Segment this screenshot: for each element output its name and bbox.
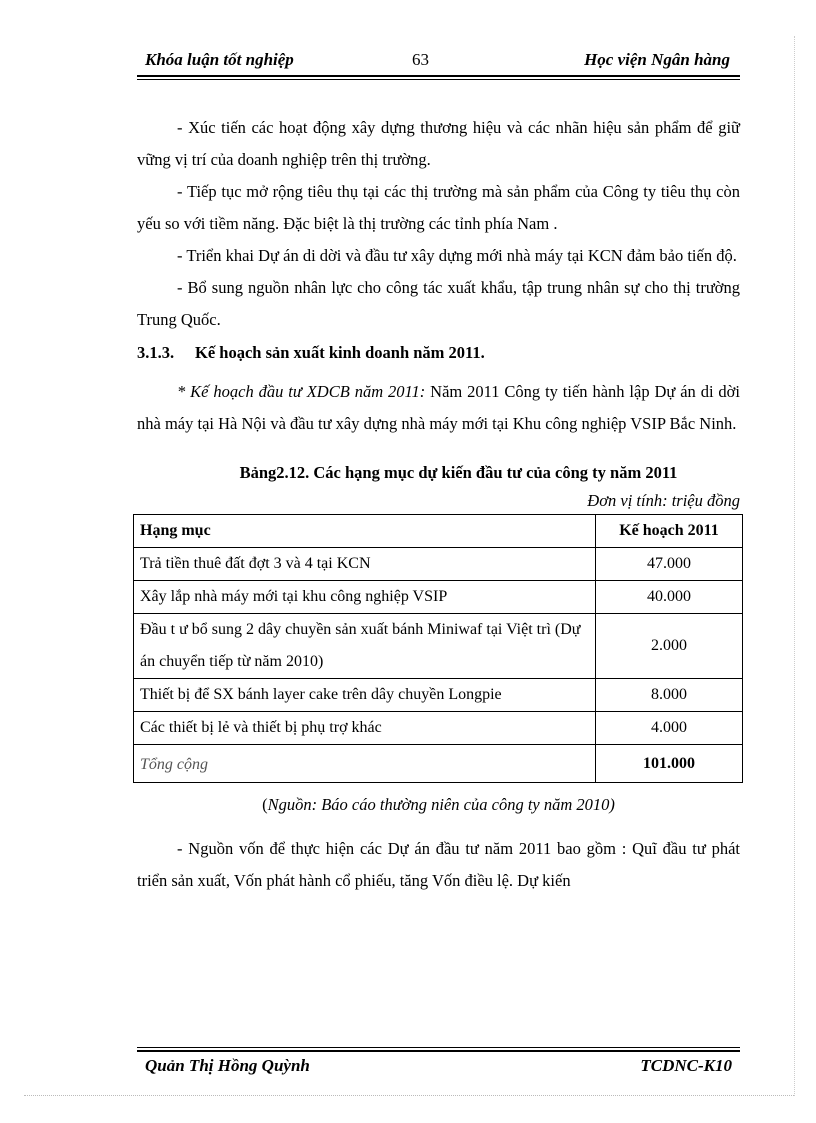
footer-rule-thick bbox=[137, 1050, 740, 1052]
footer-author: Quản Thị Hồng Quỳnh bbox=[145, 1056, 310, 1075]
page-number: 63 bbox=[412, 50, 429, 69]
paragraph-brand: - Xúc tiến các hoạt động xây dựng thương hiệu và các nhãn hiệu sản phẩm để giữ vững vị trí của doanh nghiệp trên thị trường. bbox=[137, 118, 740, 169]
section-title: Kế hoạch sản xuất kinh doanh năm 2011. bbox=[195, 343, 485, 362]
investment-lead: * Kế hoạch đầu tư XDCB năm 2011: bbox=[177, 382, 426, 401]
investment-table bbox=[133, 514, 743, 783]
table-row bbox=[134, 548, 743, 581]
table-row bbox=[134, 679, 743, 712]
section-heading bbox=[137, 336, 740, 370]
page-border-bottom bbox=[24, 1095, 794, 1096]
header-thesis-label: Khóa luận tốt nghiệp bbox=[145, 50, 294, 69]
total-label: Tổng cộng bbox=[134, 745, 596, 783]
paragraph-market: - Tiếp tục mở rộng tiêu thụ tại các thị trường mà sản phẩm của Công ty tiêu thụ còn yếu so với tiềm năng. Đặc biệt là thị trường các tỉnh phía Nam . bbox=[137, 182, 740, 233]
main-content bbox=[137, 112, 740, 897]
total-value: 101.000 bbox=[596, 745, 743, 783]
header-rule-thick bbox=[137, 75, 740, 77]
row-value: 40.000 bbox=[596, 581, 743, 614]
table-row bbox=[134, 614, 743, 679]
row-item: Thiết bị để SX bánh layer cake trên dây chuyền Longpie bbox=[134, 679, 596, 712]
table-total-row bbox=[134, 745, 743, 783]
table-unit: Đơn vị tính: triệu đồng bbox=[587, 491, 740, 510]
row-value: 2.000 bbox=[596, 614, 743, 679]
table-title: Bảng2.12. Các hạng mục dự kiến đầu tư của công ty năm 2011 bbox=[239, 463, 678, 482]
row-item: Đầu t ư bổ sung 2 dây chuyền sản xuất bánh Miniwaf tại Việt trì (Dự án chuyển tiếp từ năm 2010) bbox=[134, 614, 596, 679]
header-plan-2011: Kế hoạch 2011 bbox=[596, 515, 743, 548]
table-source bbox=[137, 791, 740, 819]
paragraph-hr: - Bổ sung nguồn nhân lực cho công tác xuất khẩu, tập trung nhân sự cho thị trường Trung Quốc. bbox=[137, 278, 740, 329]
paragraph-investment bbox=[137, 376, 740, 440]
row-value: 8.000 bbox=[596, 679, 743, 712]
paragraph-project: - Triển khai Dự án di dời và đầu tư xây dựng mới nhà máy tại KCN đảm bảo tiến độ. bbox=[177, 246, 737, 265]
row-item: Trả tiền thuê đất đợt 3 và 4 tại KCN bbox=[134, 548, 596, 581]
footer-rule-thin bbox=[137, 1047, 740, 1048]
source-open-paren: ( bbox=[262, 795, 268, 814]
table-row bbox=[134, 581, 743, 614]
page-footer bbox=[137, 1056, 740, 1078]
header-item: Hạng mục bbox=[134, 515, 596, 548]
footer-class-code: TCDNC-K10 bbox=[640, 1056, 732, 1075]
row-item: Xây lắp nhà máy mới tại khu công nghiệp VSIP bbox=[134, 581, 596, 614]
table-row bbox=[134, 712, 743, 745]
row-value: 47.000 bbox=[596, 548, 743, 581]
header-rule-thin bbox=[137, 79, 740, 80]
section-number: 3.1.3. bbox=[137, 343, 175, 362]
page-header bbox=[137, 50, 740, 72]
source-text: Nguồn: Báo cáo thường niên của công ty năm 2010) bbox=[267, 795, 615, 814]
table-header-row bbox=[134, 515, 743, 548]
header-institution: Học viện Ngân hàng bbox=[584, 50, 730, 69]
row-value: 4.000 bbox=[596, 712, 743, 745]
paragraph-funding: - Nguồn vốn để thực hiện các Dự án đầu tư năm 2011 bao gồm : Quĩ đầu tư phát triển sản xuất, Vốn phát hành cổ phiếu, tăng Vốn điều lệ. Dự kiến bbox=[137, 839, 740, 890]
row-item: Các thiết bị lẻ và thiết bị phụ trợ khác bbox=[134, 712, 596, 745]
page-border-right bbox=[794, 36, 795, 1096]
investment-text: Năm 2011 Công ty tiến hành lập Dự án di dời nhà máy tại Hà Nội và đầu tư xây dựng nhà máy mới tại Khu công nghiệp VSIP Bắc Ninh. bbox=[137, 382, 740, 433]
